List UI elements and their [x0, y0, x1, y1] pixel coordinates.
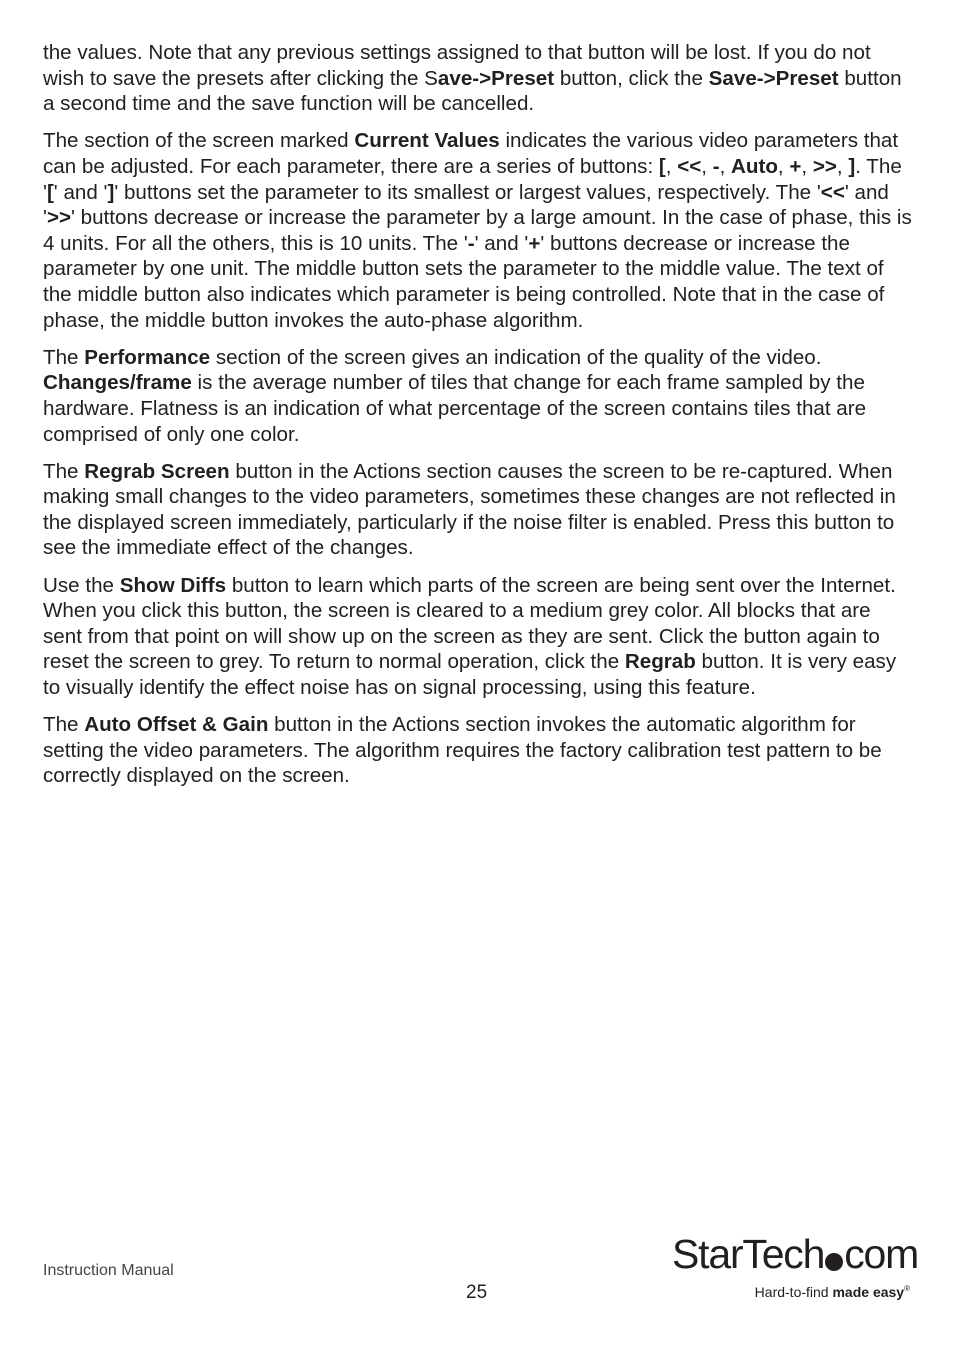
logo-reg-mark: ® — [904, 1284, 910, 1293]
bold-term: - — [712, 154, 720, 178]
paragraph — [43, 712, 915, 789]
bold-term: Save->Preset — [708, 66, 839, 90]
footer-label: Instruction Manual — [43, 1262, 174, 1279]
bold-term: [ — [658, 154, 666, 178]
text-run: button in the Actions section invokes the automatic algorithm for setting the video parameters. The algorithm requires the factory calibration test pattern to be correctly displayed on the screen. — [43, 713, 882, 788]
paragraph — [43, 128, 915, 333]
bold-term: Show Diffs — [119, 573, 227, 597]
bold-term: Auto Offset & Gain — [84, 713, 269, 737]
text-run: ' buttons set the parameter to its smallest or largest values, respectively. The ' — [114, 180, 821, 204]
text-run: is the average number of tiles that change for each frame sampled by the hardware. Flatness is an indication of what percentage of the screen contains tiles that are comprised of only one color. — [43, 371, 867, 446]
bold-term: Regrab Screen — [84, 459, 230, 483]
text-run: ' buttons decrease or increase the parameter by a large amount. In the case of phase, this is 4 units. For all the others, this is 10 units. The ' — [43, 206, 912, 255]
logo-tagline — [755, 1284, 910, 1300]
text-run: ' and ' — [53, 180, 108, 204]
text-run: The — [43, 459, 85, 483]
page-number: 25 — [466, 1282, 488, 1303]
text-run: the values. Note that any previous settings assigned to that button will be lost. If you do not wish to save the presets after clicking the S — [43, 41, 871, 90]
paragraph — [43, 40, 915, 117]
logo-tag-bold: made easy — [832, 1284, 905, 1300]
text-run: , — [801, 154, 813, 178]
bold-term: + — [528, 231, 541, 255]
text-run: The — [43, 713, 85, 737]
text-run: ' buttons decrease or increase the parameter by one unit. The middle button sets the parameter to the middle value. The text of the middle button also indicates which parameter is being controlled. Note that in the case of phase, the middle button invokes the auto-phase algorithm. — [43, 231, 885, 332]
text-run: button in the Actions section causes the screen to be re-captured. When making small changes to the video parameters, sometimes these changes are not reflected in the displayed screen immediately, particularly if the noise filter is enabled. Press this button to see the immediate effect of the changes. — [43, 459, 896, 560]
logo-tag-plain: Hard-to-find — [754, 1284, 833, 1300]
text-run: , — [777, 154, 790, 178]
bold-term: ] — [848, 154, 856, 178]
text-run: The — [43, 345, 85, 369]
bold-term: << — [820, 180, 845, 204]
paragraph — [43, 345, 915, 447]
text-run: ' and ' — [43, 180, 889, 230]
document-body — [43, 40, 915, 801]
text-run: , — [719, 154, 732, 178]
logo-word-end: com — [844, 1231, 919, 1277]
paragraph — [43, 459, 915, 561]
text-run: , — [701, 154, 713, 178]
logo-word-start: StarTech — [672, 1231, 825, 1277]
bold-term: >> — [812, 154, 837, 178]
text-run: , — [836, 154, 849, 178]
text-run: indicates the various video parameters that can be adjusted. For each parameter, there are a series of buttons: — [43, 129, 899, 178]
bold-term: >> — [46, 206, 71, 230]
logo-wordmark — [672, 1232, 918, 1276]
text-run: ' and ' — [474, 231, 529, 255]
bold-term: ] — [107, 180, 115, 204]
bold-term: Changes/frame — [43, 371, 192, 395]
bold-term: Regrab — [624, 650, 696, 674]
bold-term: [ — [46, 180, 54, 204]
bold-term: + — [789, 154, 802, 178]
text-run: button to learn which parts of the screen are being sent over the Internet. When you click this button, the screen is cleared to a medium grey color. All blocks that are sent from that point on will show up on the screen as they are sent. Click the button again to reset the screen to grey. To return to normal operation, click the — [43, 573, 896, 674]
startech-logo — [672, 1231, 919, 1304]
text-run: The section of the screen marked — [43, 129, 355, 153]
text-run: . The ' — [43, 154, 902, 204]
text-run: Use the — [43, 573, 120, 597]
text-run: section of the screen gives an indication of the quality of the video. — [210, 345, 822, 369]
text-run: button, click the — [554, 66, 709, 90]
bold-term: Current Values — [354, 129, 500, 153]
text-run: button. It is very easy to visually identify the effect noise has on signal processing, using this feature. — [43, 650, 897, 700]
paragraph — [43, 573, 915, 701]
logo-dot-icon — [825, 1253, 843, 1271]
bold-term: Performance — [84, 345, 211, 369]
bold-term: << — [677, 154, 702, 178]
bold-term: - — [467, 231, 475, 255]
text-run: button a second time and the save function will be cancelled. — [43, 66, 902, 116]
bold-term: ave->Preset — [437, 66, 555, 90]
text-run: , — [665, 154, 678, 178]
bold-term: Auto — [731, 154, 778, 178]
